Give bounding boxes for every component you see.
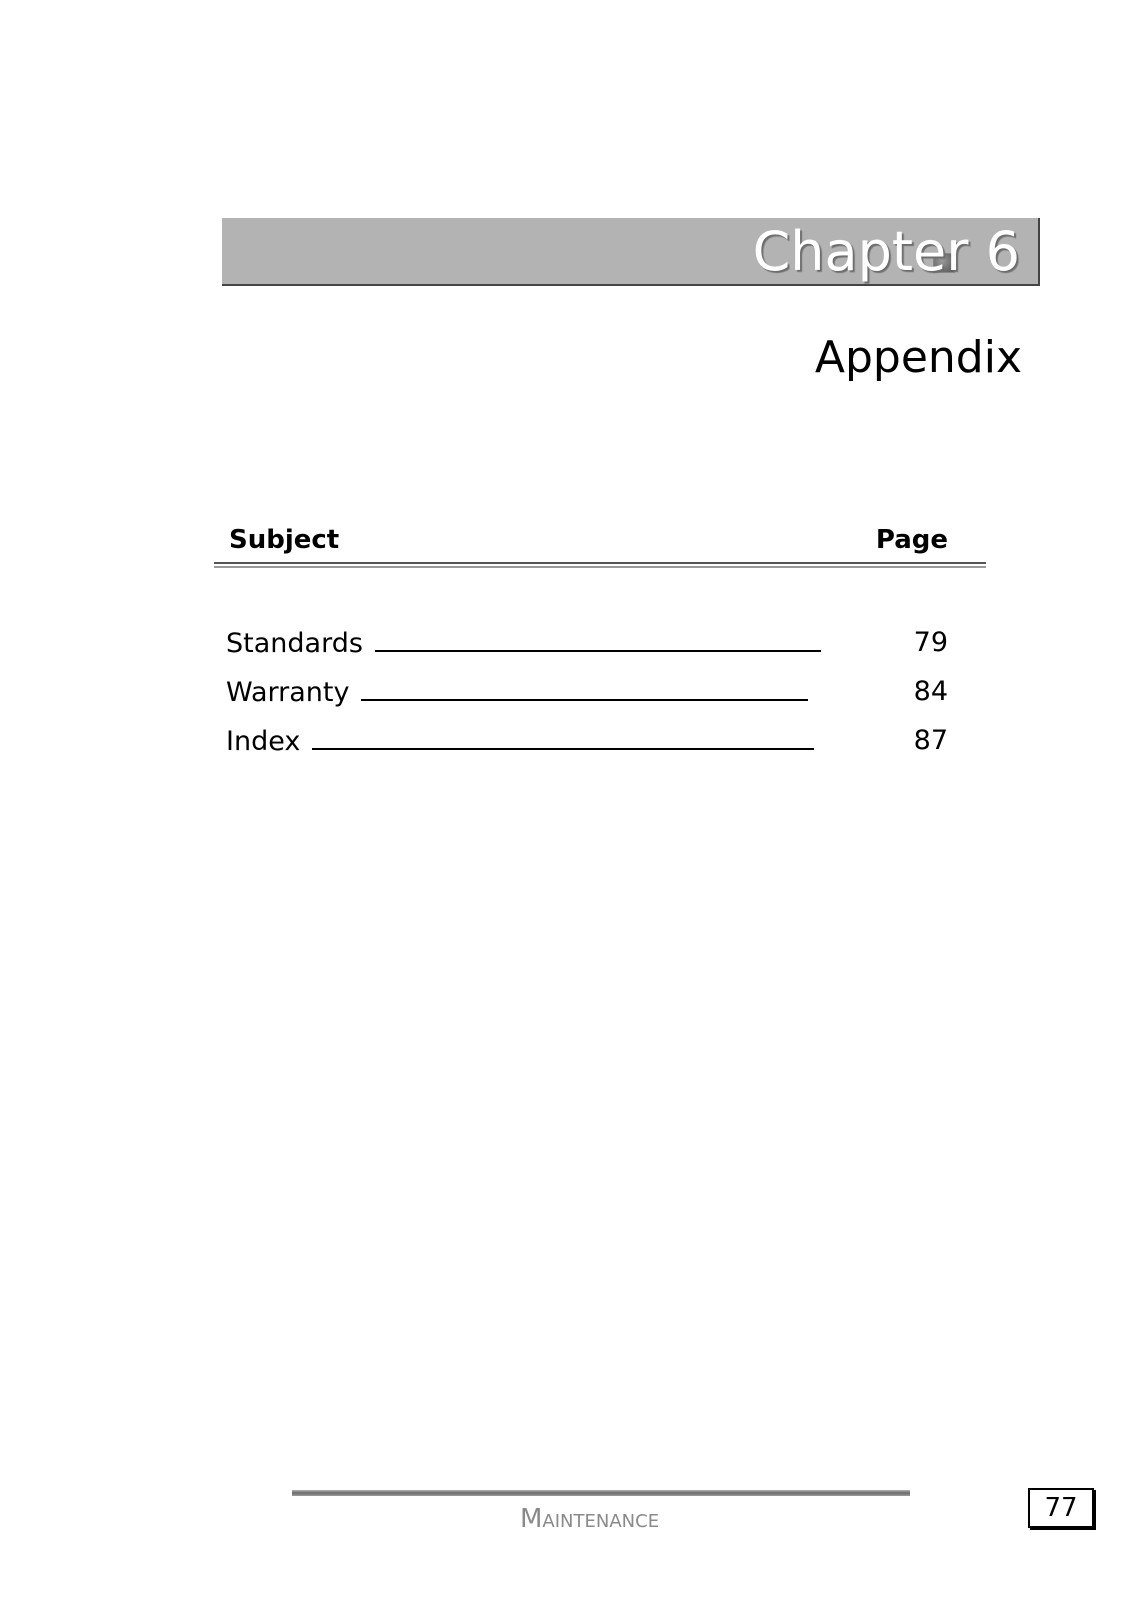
- toc-entry-standards[interactable]: [226, 626, 821, 661]
- toc-leader: [375, 626, 821, 652]
- footer-rule: [292, 1490, 910, 1496]
- toc-leader: [312, 724, 814, 750]
- toc-header-subject: Subject: [229, 525, 340, 555]
- page-number: 77: [1028, 1488, 1094, 1528]
- toc-entry-page: 84: [913, 676, 948, 707]
- section-title: Appendix: [814, 332, 1022, 383]
- toc-entry-subject: Standards: [226, 628, 363, 659]
- toc-entry-page: 87: [913, 725, 948, 756]
- toc-entry-subject: Index: [226, 726, 301, 757]
- toc-entry-subject: Warranty: [226, 677, 350, 708]
- toc-entry-index[interactable]: [226, 724, 814, 759]
- toc-entry-warranty[interactable]: [226, 675, 808, 710]
- chapter-banner: [222, 218, 1040, 286]
- toc-entry-page: 79: [913, 627, 948, 658]
- toc-header-page: Page: [875, 525, 948, 555]
- toc-leader: [361, 675, 808, 701]
- footer-section-text: Maintenance: [520, 1504, 660, 1534]
- toc-header-divider: [214, 562, 986, 568]
- chapter-title: Chapter 6: [752, 220, 1020, 283]
